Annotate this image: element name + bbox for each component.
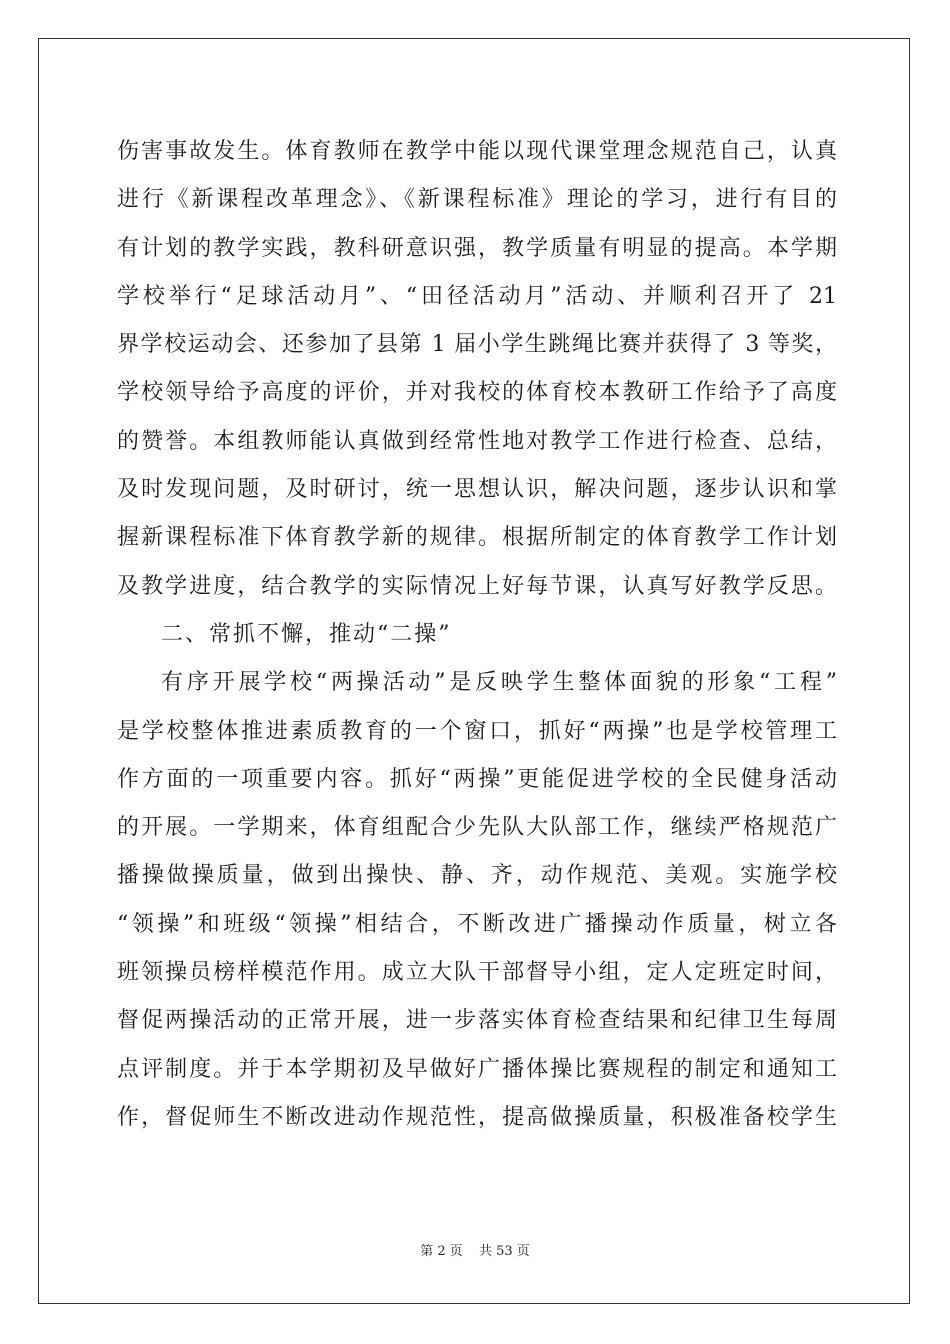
page-number: 第 2 页: [420, 1244, 463, 1259]
text-line: 是学校整体推进素质教育的一个窗口，抓好“两操”也是学校管理工: [117, 718, 837, 744]
text-line: 作，督促师生不断改进动作规范性，提高做操质量，积极准备校学生: [117, 1104, 837, 1130]
text-line: 界学校运动会、还参加了县第 1 届小学生跳绳比赛并获得了 3 等奖，: [117, 332, 837, 358]
text-line: 学校领导给予高度的评价，并对我校的体育校本教研工作给予了高度: [117, 380, 837, 406]
text-line: 及教学进度，结合教学的实际情况上好每节课，认真写好教学反思。: [117, 573, 837, 599]
text-line: 伤害事故发生。体育教师在教学中能以现代课堂理念规范自己，认真: [117, 139, 837, 164]
text-line: 播操做操质量，做到出操快、静、齐，动作规范、美观。实施学校: [117, 863, 837, 889]
text-line: 的开展。一学期来，体育组配合少先队大队部工作，继续严格规范广: [117, 815, 837, 841]
section-heading: 二、常抓不懈，推动“二操”: [161, 621, 452, 647]
text-line: 及时发现问题，及时研讨，统一思想认识，解决问题，逐步认识和掌: [117, 477, 837, 503]
text-line: 作方面的一项重要内容。抓好“两操”更能促进学校的全民健身活动: [117, 766, 837, 792]
text-line: 班领操员榜样模范作用。成立大队干部督导小组，定人定班定时间，: [117, 960, 837, 986]
text-line: 的赞誉。本组教师能认真做到经常性地对教学工作进行检查、总结，: [117, 428, 837, 454]
document-body: [117, 128, 837, 1142]
text-line: 握新课程标准下体育教学新的规律。根据所制定的体育教学工作计划: [117, 525, 837, 551]
text-line: 点评制度。并于本学期初及早做好广播体操比赛规程的制定和通知工: [117, 1056, 837, 1082]
page-footer: [0, 1240, 950, 1259]
text-line: 督促两操活动的正常开展，进一步落实体育检查结果和纪律卫生每周: [117, 1008, 837, 1034]
text-line: 有计划的教学实践，教科研意识强，教学质量有明显的提高。本学期: [117, 235, 837, 261]
text-line: 进行《新课程改革理念》、《新课程标准》理论的学习，进行有目的: [117, 187, 837, 213]
text-line: “领操”和班级“领操”相结合，不断改进广播操动作质量，树立各: [117, 911, 837, 937]
page-total: 共 53 页: [478, 1244, 530, 1259]
text-line: 学校举行“足球活动月”、“田径活动月”活动、并顺利召开了 21: [117, 283, 837, 309]
text-line: 有序开展学校“两操活动”是反映学生整体面貌的形象“工程”: [161, 670, 837, 696]
